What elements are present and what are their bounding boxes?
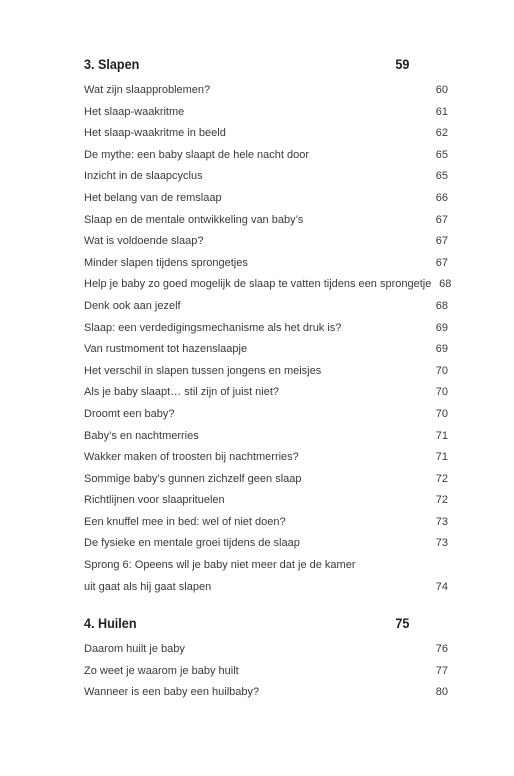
entry-page-number: 67 xyxy=(435,256,448,269)
toc-entry xyxy=(84,231,450,253)
entry-page-number: 69 xyxy=(435,321,448,334)
toc-section-crying xyxy=(84,615,450,704)
toc-entry xyxy=(84,469,450,491)
entry-page-number: 70 xyxy=(435,386,448,399)
section-title: 3. Slapen xyxy=(84,56,140,72)
section-heading xyxy=(84,615,450,639)
entry-page-number: 76 xyxy=(435,643,448,655)
entry-page-number: 61 xyxy=(435,105,448,118)
entry-page-number: 72 xyxy=(435,494,448,507)
toc-entry xyxy=(84,274,450,296)
entry-page-number: 77 xyxy=(435,664,448,677)
entry-title: Het belang van de remslaap xyxy=(84,191,222,204)
entry-page-number: 66 xyxy=(435,191,448,204)
entry-title: Inzicht in de slaapcyclus xyxy=(84,170,203,183)
entry-page-number: 67 xyxy=(435,235,448,248)
entry-title-line2: uit gaat als hij gaat slapen xyxy=(84,580,212,593)
toc-entry xyxy=(84,145,450,167)
toc-entry xyxy=(84,382,450,404)
entry-page-number: 68 xyxy=(435,299,448,312)
entry-title: Als je baby slaapt… stil zijn of juist niet? xyxy=(84,386,280,399)
toc-entry xyxy=(84,296,450,318)
entry-page-number: 62 xyxy=(435,127,448,140)
entry-title: Wat is voldoende slaap? xyxy=(84,235,204,248)
toc-entry xyxy=(84,639,450,661)
section-heading xyxy=(84,56,450,80)
toc-entry xyxy=(84,533,450,555)
entry-page-number: 70 xyxy=(435,364,448,377)
entry-title: Het slaap-waakritme in beeld xyxy=(84,127,226,140)
entry-title: Slaap: een verdedigingsmechanisme als het druk is? xyxy=(84,321,342,334)
toc-section-sleep xyxy=(84,56,450,598)
entry-title: Richtlijnen voor slaaprituelen xyxy=(84,494,225,507)
toc-entry xyxy=(84,123,450,145)
toc-entry xyxy=(84,80,450,102)
toc-entry xyxy=(84,166,450,188)
entry-title: Het slaap-waakritme xyxy=(84,105,185,118)
section-title: 4. Huilen xyxy=(84,615,137,631)
entry-page-number: 71 xyxy=(435,451,448,464)
entry-page-number: 80 xyxy=(435,686,448,699)
entry-title: Wanneer is een baby een huilbaby? xyxy=(84,686,260,699)
toc-entry xyxy=(84,512,450,534)
entry-title: Van rustmoment tot hazenslaapje xyxy=(84,343,248,356)
entry-page-number: 71 xyxy=(435,429,448,442)
entry-title: Baby’s en nachtmerries xyxy=(84,429,199,442)
entry-title: Minder slapen tijdens sprongetjes xyxy=(84,256,248,269)
entry-title: Wat zijn slaapproblemen? xyxy=(84,84,211,96)
entry-title: Help je baby zo goed mogelijk de slaap te vatten tijdens een sprongetje xyxy=(84,278,432,291)
toc-entry xyxy=(84,426,450,448)
section-page-number: 59 xyxy=(395,56,410,72)
entry-page-number: 72 xyxy=(435,472,448,485)
entry-title: Het verschil in slapen tussen jongens en meisjes xyxy=(84,364,322,377)
entry-title: Droomt een baby? xyxy=(84,407,175,420)
entry-page-number: 74 xyxy=(435,580,448,593)
entry-title: Zo weet je waarom je baby huilt xyxy=(84,664,239,677)
entry-title: Een knuffel mee in bed: wel of niet doen? xyxy=(84,515,286,528)
entry-page-number: 70 xyxy=(435,407,448,420)
toc-entry xyxy=(84,361,450,383)
entry-page-number: 60 xyxy=(435,84,448,96)
entry-title: Sommige baby’s gunnen zichzelf geen slaap xyxy=(84,472,302,485)
entry-page-number: 65 xyxy=(435,170,448,183)
entry-page-number: 69 xyxy=(435,343,448,356)
toc-entry xyxy=(84,102,450,124)
toc-entry xyxy=(84,682,450,704)
entry-page-number: 73 xyxy=(435,515,448,528)
entry-title: Wakker maken of troosten bij nachtmerries? xyxy=(84,451,299,464)
entry-page-number: 65 xyxy=(435,148,448,161)
toc-entry xyxy=(84,210,450,232)
toc-entry xyxy=(84,188,450,210)
entry-title: Daarom huilt je baby xyxy=(84,643,185,655)
entry-title-line1: Sprong 6: Opeens wil je baby niet meer dat je de kamer xyxy=(84,559,356,572)
toc-entry xyxy=(84,555,450,598)
toc-entry xyxy=(84,661,450,683)
entry-page-number: 67 xyxy=(435,213,448,226)
toc-entry xyxy=(84,339,450,361)
toc-entry xyxy=(84,447,450,469)
entry-page-number: 68 xyxy=(439,278,452,291)
toc-entry xyxy=(84,318,450,340)
toc-entry xyxy=(84,404,450,426)
toc-entry xyxy=(84,490,450,512)
entry-title: Slaap en de mentale ontwikkeling van baby’s xyxy=(84,213,304,226)
toc-entry xyxy=(84,253,450,275)
entry-title: De mythe: een baby slaapt de hele nacht door xyxy=(84,148,310,161)
entry-page-number: 73 xyxy=(435,537,448,550)
section-page-number: 75 xyxy=(395,615,410,631)
entry-title: Denk ook aan jezelf xyxy=(84,299,181,312)
entry-title: De fysieke en mentale groei tijdens de slaap xyxy=(84,537,300,550)
